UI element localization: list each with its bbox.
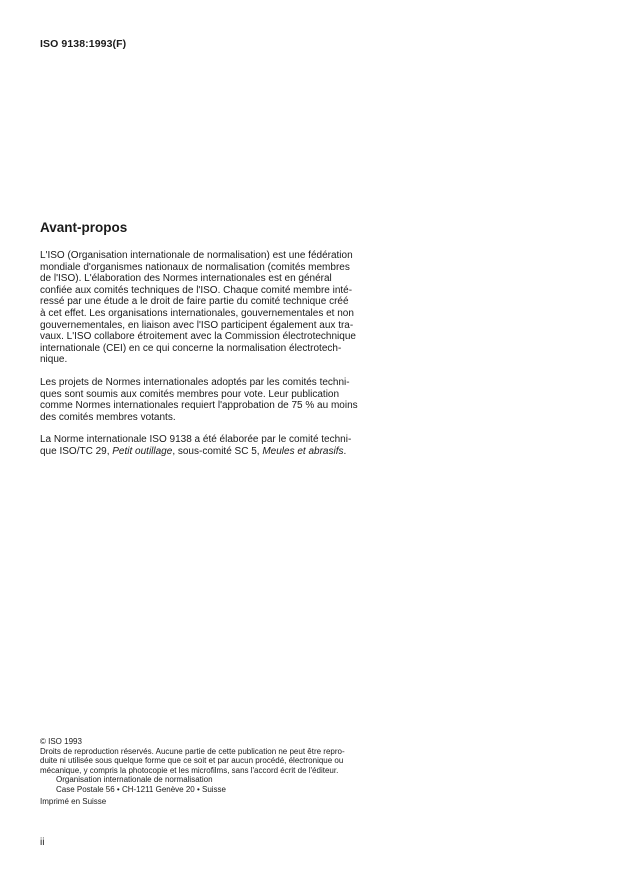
- text-line: gouvernementales, en liaison avec l'ISO participent également aux tra-: [40, 319, 354, 331]
- text-fragment: .: [343, 445, 347, 457]
- copyright-rights-line: Droits de reproduction réservés. Aucune partie de cette publication ne peut être repro-: [40, 746, 345, 756]
- text-line: Les projets de Normes internationales adoptés par les comités techni-: [40, 376, 350, 388]
- foreword-paragraph-2: [40, 377, 385, 423]
- foreword-body: [40, 250, 385, 458]
- foreword-paragraph-1: [40, 250, 385, 366]
- text-line: à cet effet. Les organisations internationales, gouvernementales et non: [40, 307, 354, 319]
- publisher-address: Case Postale 56 • CH-1211 Genève 20 • Suisse: [56, 784, 226, 794]
- subcommittee-title: Meules et abrasifs: [262, 445, 344, 457]
- text-line: internationale (CEI) en ce qui concerne la normalisation électrotech-: [40, 342, 342, 354]
- copyright-notice: © ISO 1993: [40, 737, 82, 746]
- text-line: ressé par une étude a le droit de faire partie du comité technique créé: [40, 296, 349, 308]
- text-line: des comités membres votants.: [40, 411, 176, 423]
- text-line: L'ISO (Organisation internationale de normalisation) est une fédération: [40, 250, 353, 261]
- committee-title: Petit outillage: [112, 445, 173, 457]
- text-line: de l'ISO). L'élaboration des Normes internationales est en général: [40, 273, 332, 285]
- text-line: ques sont soumis aux comités membres pour vote. Leur publication: [40, 388, 340, 400]
- text-line: La Norme internationale ISO 9138 a été élaborée par le comité techni-: [40, 434, 352, 446]
- text-line: vaux. L'ISO collabore étroitement avec la Commission électrotechnique: [40, 331, 356, 343]
- publisher-name: Organisation internationale de normalisation: [56, 775, 213, 784]
- text-fragment: que ISO/TC 29,: [40, 445, 113, 457]
- printed-in: Imprimé en Suisse: [40, 797, 107, 806]
- text-line: mondiale d'organismes nationaux de normalisation (comités membres: [40, 261, 350, 273]
- section-title: Avant-propos: [40, 220, 128, 235]
- copyright-block: [40, 737, 388, 807]
- copyright-rights-line: mécanique, y compris la photocopie et les microfilms, sans l'accord écrit de l'éditeur.: [40, 765, 339, 775]
- text-fragment: , sous-comité SC 5,: [172, 445, 263, 457]
- text-line: confiée aux comités techniques de l'ISO. Chaque comité membre inté-: [40, 284, 353, 296]
- page-number: ii: [40, 837, 45, 848]
- text-line: nique.: [40, 354, 68, 366]
- text-line: comme Normes internationales requiert l'approbation de 75 % au moins: [40, 400, 358, 412]
- copyright-rights-line: duite ni utilisée sous quelque forme que ce soit et par aucun procédé, électronique ou: [40, 756, 344, 765]
- foreword-paragraph-3: [40, 434, 385, 457]
- text-line: [40, 446, 385, 458]
- standard-identifier: ISO 9138:1993(F): [40, 38, 127, 50]
